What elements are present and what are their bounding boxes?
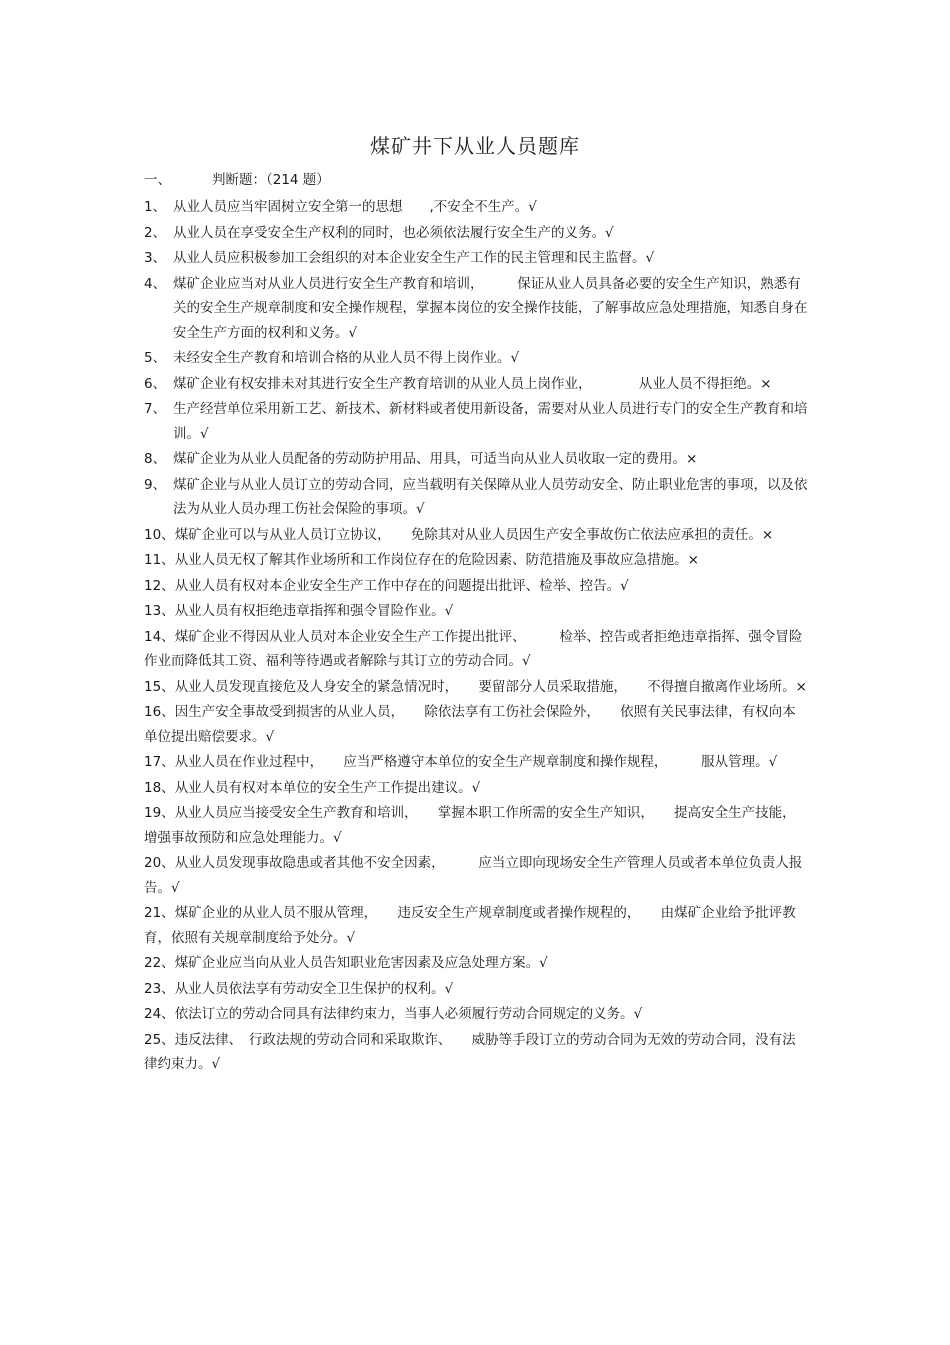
question-number: 10、 bbox=[144, 526, 175, 543]
question-number: 15、 bbox=[144, 678, 175, 695]
question-text: 从业人员有权对本单位的安全生产工作提出建议。√ bbox=[174, 779, 481, 796]
question-number: 12、 bbox=[144, 577, 175, 594]
question-text: 煤矿企业与从业人员订立的劳动合同，应当载明有关保障从业人员劳动安全、防止职业危害的事项，以及依法为从业人员办理工伤社会保险的事项。√ bbox=[173, 476, 808, 517]
question-item bbox=[144, 951, 809, 976]
question-item bbox=[144, 675, 809, 700]
question-item bbox=[144, 447, 809, 472]
question-item bbox=[144, 1028, 809, 1077]
question-text: 煤矿企业有权安排未对其进行安全生产教育培训的从业人员上岗作业， 从业人员不得拒绝。× bbox=[173, 375, 772, 392]
question-item bbox=[144, 801, 809, 850]
question-text: 未经安全生产教育和培训合格的从业人员不得上岗作业。√ bbox=[173, 350, 520, 366]
question-number: 19、 bbox=[144, 805, 175, 821]
section-heading bbox=[144, 168, 330, 188]
question-item bbox=[144, 473, 809, 522]
question-item bbox=[144, 195, 809, 220]
question-number: 24、 bbox=[144, 1006, 175, 1022]
question-number: 8、 bbox=[144, 451, 167, 467]
question-item bbox=[144, 372, 809, 397]
question-item bbox=[144, 901, 809, 950]
question-item bbox=[144, 574, 809, 599]
question-item bbox=[144, 548, 809, 573]
question-number: 16、 bbox=[144, 704, 175, 720]
question-text: 从业人员有权对本企业安全生产工作中存在的问题提出批评、检举、控告。√ bbox=[174, 577, 629, 594]
question-number: 20、 bbox=[144, 855, 175, 871]
question-text: 从业人员应当接受安全生产教育和培训， 掌握本职工作所需的安全生产知识， 提高安全生产技能，增强事故预防和应急处理能力。√ bbox=[144, 805, 796, 846]
question-text: 从业人员在享受安全生产权利的同时，也必须依法履行安全生产的义务。√ bbox=[173, 224, 614, 241]
question-text: 从业人员有权拒绝违章指挥和强令冒险作业。√ bbox=[174, 603, 454, 619]
question-number: 2、 bbox=[144, 224, 167, 241]
question-item bbox=[144, 599, 809, 624]
question-number: 5、 bbox=[144, 350, 167, 366]
question-number: 9、 bbox=[144, 476, 167, 493]
question-item bbox=[144, 750, 809, 775]
question-text: 煤矿企业应当向从业人员告知职业危害因素及应急处理方案。√ bbox=[174, 955, 548, 971]
question-text: 从业人员依法享有劳动安全卫生保护的权利。√ bbox=[174, 980, 454, 997]
question-number: 11、 bbox=[144, 552, 175, 568]
question-list bbox=[144, 195, 809, 1078]
question-text: 生产经营单位采用新工艺、新技术、新材料或者使用新设备，需要对从业人员进行专门的安全生产教育和培训。√ bbox=[173, 401, 808, 442]
question-item bbox=[144, 851, 809, 900]
question-item bbox=[144, 346, 809, 371]
question-text: 从业人员应当牢固树立安全第一的思想 ,不安全不生产。√ bbox=[173, 199, 537, 215]
question-item bbox=[144, 625, 809, 674]
question-number: 23、 bbox=[144, 980, 175, 997]
question-item bbox=[144, 1002, 809, 1027]
question-text: 从业人员应积极参加工会组织的对本企业安全生产工作的民主管理和民主监督。√ bbox=[173, 250, 655, 266]
question-text: 从业人员无权了解其作业场所和工作岗位存在的危险因素、防范措施及事故应急措施。× bbox=[174, 552, 699, 568]
question-number: 7、 bbox=[144, 401, 167, 417]
question-item bbox=[144, 700, 809, 749]
question-text: 煤矿企业可以与从业人员订立协议， 免除其对从业人员因生产安全事故伤亡依法应承担的责任。× bbox=[174, 526, 774, 543]
question-number: 21、 bbox=[144, 905, 175, 921]
question-text: 煤矿企业不得因从业人员对本企业安全生产工作提出批评、 检举、控告或者拒绝违章指挥、强令冒险作业而降低其工资、福利等待遇或者解除与其订立的劳动合同。√ bbox=[144, 628, 803, 669]
question-text: 依法订立的劳动合同具有法律约束力，当事人必须履行劳动合同规定的义务。√ bbox=[174, 1006, 643, 1022]
question-number: 18、 bbox=[144, 779, 175, 796]
question-item bbox=[144, 397, 809, 446]
section-label: 判断题：（214 题） bbox=[212, 172, 330, 188]
question-text: 从业人员发现直接危及人身安全的紧急情况时， 要留部分人员采取措施， 不得擅自撤离作业场所。× bbox=[174, 678, 807, 695]
question-item bbox=[144, 246, 809, 271]
question-text: 违反法律、 行政法规的劳动合同和采取欺诈、 威胁等手段订立的劳动合同为无效的劳动合同，没有法律约束力。√ bbox=[144, 1031, 796, 1072]
question-item bbox=[144, 272, 809, 346]
question-item bbox=[144, 221, 809, 246]
question-text: 煤矿企业的从业人员不服从管理， 违反安全生产规章制度或者操作规程的， 由煤矿企业给予批评教育，依照有关规章制度给予处分。√ bbox=[144, 905, 796, 946]
section-number: 一、 bbox=[144, 172, 171, 188]
question-number: 25、 bbox=[144, 1031, 175, 1048]
question-text: 因生产安全事故受到损害的从业人员， 除依法享有工伤社会保险外， 依照有关民事法律，有权向本单位提出赔偿要求。√ bbox=[144, 704, 796, 745]
question-item bbox=[144, 523, 809, 548]
question-number: 14、 bbox=[144, 628, 175, 645]
question-number: 22、 bbox=[144, 955, 175, 971]
question-number: 1、 bbox=[144, 199, 167, 215]
question-number: 4、 bbox=[144, 275, 167, 292]
question-item bbox=[144, 776, 809, 801]
question-item bbox=[144, 977, 809, 1002]
document-title: 煤矿井下从业人员题库 bbox=[370, 134, 580, 158]
question-text: 煤矿企业为从业人员配备的劳动防护用品、用具，可适当向从业人员收取一定的费用。× bbox=[173, 451, 698, 467]
question-number: 17、 bbox=[144, 754, 175, 770]
question-number: 13、 bbox=[144, 603, 175, 619]
question-text: 煤矿企业应当对从业人员进行安全生产教育和培训， 保证从业人员具备必要的安全生产知识，熟悉有关的安全生产规章制度和安全操作规程，掌握本岗位的安全操作技能，了解事故应急处理措施，知悉自身在安全生产方面的权利和义务。√ bbox=[173, 275, 808, 341]
question-text: 从业人员发现事故隐患或者其他不安全因素， 应当立即向现场安全生产管理人员或者本单位负责人报告。√ bbox=[144, 855, 803, 896]
question-number: 3、 bbox=[144, 250, 167, 266]
question-number: 6、 bbox=[144, 375, 167, 392]
question-text: 从业人员在作业过程中， 应当严格遵守本单位的安全生产规章制度和操作规程， 服从管理。√ bbox=[174, 754, 778, 770]
